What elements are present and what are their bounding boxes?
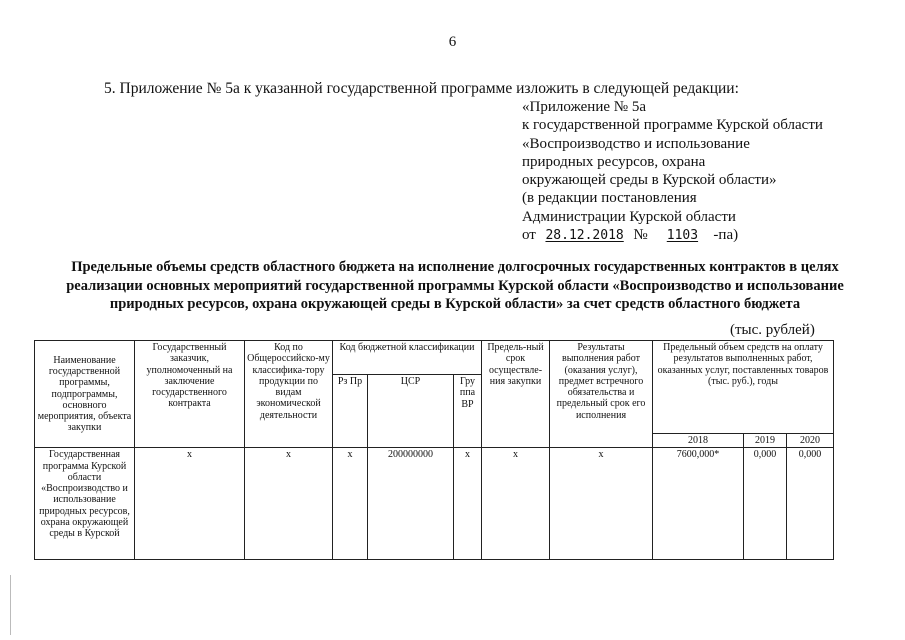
appendix-line: «Воспроизводство и использование	[522, 135, 750, 152]
row-gr-vr: х	[454, 448, 482, 560]
row-results: х	[550, 448, 653, 560]
row-csr: 200000000	[368, 448, 454, 560]
row-customer: х	[135, 448, 245, 560]
appendix-line: Администрации Курской области	[522, 208, 736, 225]
header-limit: Предельный объем средств на оплату результатов выполненных работ, оказанных услуг, поставленных товаров (тыс. руб.), годы	[653, 341, 834, 434]
header-customer: Государственный заказчик, уполномоченный на заключение государственного контракта	[135, 341, 245, 448]
resolution-number: 1103	[666, 228, 699, 244]
document-title: Предельные объемы средств областного бюджета на исполнение долгосрочных государственных контрактов в целях реализации основных мероприятий государственной программы Курской области «Воспроизводство и использование природных ресурсов, охрана окружающей среды в Курской области» за счет средств областного бюджета	[66, 259, 844, 312]
appendix-line: «Приложение № 5а	[522, 99, 646, 115]
header-budget-code: Код бюджетной классификации	[333, 341, 482, 375]
header-okpd: Код по Общероссийско-му классифика-тору продукции по видам экономической деятельности	[245, 341, 333, 448]
row-2019: 0,000	[744, 448, 787, 560]
page-number: 6	[448, 34, 457, 50]
number-sign: №	[633, 227, 648, 244]
appendix-line: (в редакции постановления	[522, 190, 697, 207]
ot-label: от	[522, 227, 536, 244]
row-name: Государственная программа Курской области «Воспроизводство и использование природных ресурсов, охрана окружающей среды в Курской	[35, 448, 135, 560]
row-2020: 0,000	[787, 448, 834, 560]
row-2018: 7600,000*	[653, 448, 744, 560]
appendix-line: к государственной программе Курской области	[522, 117, 823, 134]
resolution-suffix: -па)	[713, 227, 739, 244]
appendix-header	[522, 98, 823, 245]
header-year-2020: 2020	[787, 434, 834, 448]
header-gr-vr: Гру ппа ВР	[454, 375, 482, 448]
scan-edge-line	[10, 575, 11, 635]
header-term: Предель-ный срок осуществле-ния закупки	[482, 341, 550, 448]
row-term: х	[482, 448, 550, 560]
header-name: Наименование государственной программы, подпрограммы, основного мероприятия, объекта закупки	[35, 341, 135, 448]
header-results: Результаты выполнения работ (оказания услуг), предмет встречного обязательства и предельный срок его исполнения	[550, 341, 653, 448]
header-year-2019: 2019	[744, 434, 787, 448]
appendix-line: окружающей среды в Курской области»	[522, 172, 777, 189]
header-rz-pr: Рз Пр	[333, 375, 368, 448]
header-csr: ЦСР	[368, 375, 454, 448]
table-row	[35, 448, 834, 560]
budget-table	[34, 340, 834, 560]
header-year-2018: 2018	[653, 434, 744, 448]
row-okpd: х	[245, 448, 333, 560]
amendment-paragraph: 5. Приложение № 5а к указанной государственной программе изложить в следующей редакции:	[104, 80, 739, 97]
resolution-date: 28.12.2018	[545, 228, 624, 244]
appendix-line: природных ресурсов, охрана	[522, 153, 706, 170]
units-label: (тыс. рублей)	[730, 322, 815, 338]
resolution-date-line	[522, 226, 823, 245]
row-rz-pr: х	[333, 448, 368, 560]
